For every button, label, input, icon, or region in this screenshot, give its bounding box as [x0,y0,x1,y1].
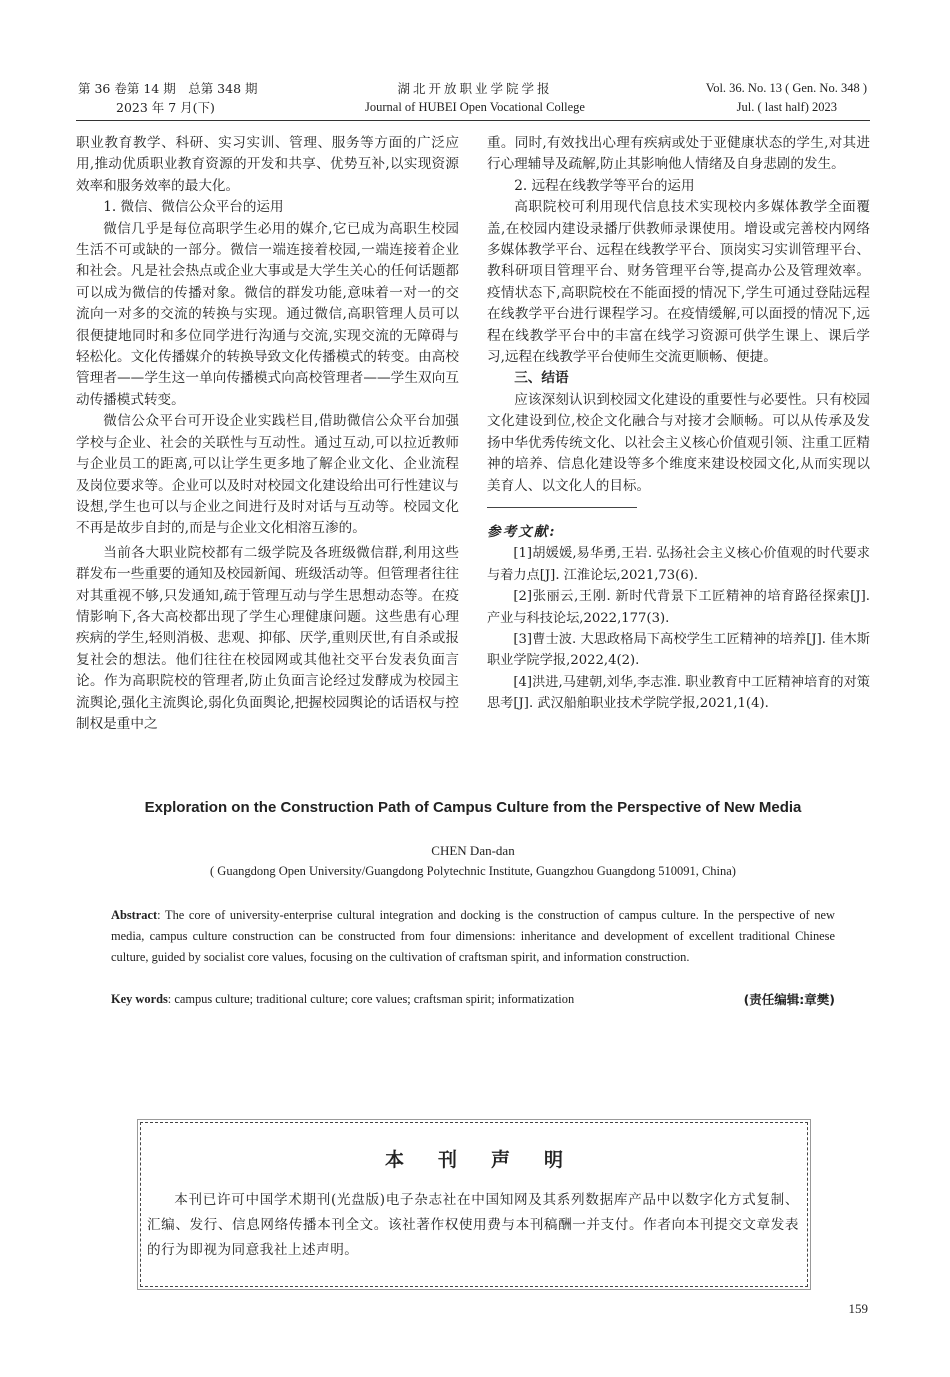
reference-item: [1]胡媛媛,易华勇,王岩. 弘扬社会主义核心价值观的时代要求与着力点[J]. 江淮论坛,2021,73(6). [487,546,870,583]
reference-item: [3]曹士波. 大思政格局下高校学生工匠精神的培养[J]. 佳木斯职业学院学报,2022,4(2). [487,631,870,669]
english-title: Exploration on the Construction Path of Campus Culture from the Perspective of New Media [144,799,802,816]
keywords-label: Key words [111,992,168,1006]
header-volume-en: Vol. 36. No. 13 ( Gen. No. 348 ) [705,81,867,95]
paragraph: 职业教育教学、科研、实习实训、管理、服务等方面的广泛应用,推动优质职业教育资源的开发和共享、优势互补,以实现资源效率和服务效率的最大化。 [76,135,459,194]
english-keywords [111,989,835,1010]
paragraph: 微信几乎是每位高职学生必用的媒介,它已成为高职生校园生活不可或缺的一部分。微信一端连接着校园,一端连接着企业和社会。凡是社会热点或企业大事或是大学生关心的任何话题都可以成为微信的传播对象。微信的群发功能,意味着一对一的交流向一对多的交流的转换与实现。通过微信,高职管理人员可以很便捷地同时和多位同学进行沟通与交流,实现交流的无障碍与轻松化。文化传播媒介的转换导致文化传播模式的转变。由高校管理者——学生这一单向传播模式向高校管理者——学生双向互动传播模式转变。 [76,220,459,408]
header-date-cn: 2023 年 7 月(下) [116,100,215,115]
subsection-heading: 2. 远程在线教学等平台的运用 [514,177,695,194]
reference-item: [4]洪进,马建朝,刘华,李志淮. 职业教育中工匠精神培育的对策思考[J]. 武汉船舶职业技术学院学报,2021,1(4). [487,674,870,712]
english-affiliation: ( Guangdong Open University/Guangdong Polytechnic Institute, Guangzhou Guangdong 510091, China) [210,864,736,878]
english-abstract [111,905,835,968]
english-author: CHEN Dan-dan [431,843,515,858]
paragraph: 当前各大职业院校都有二级学院及各班级微信群,利用这些群发布一些重要的通知及校园新闻、班级活动等。但管理者往往对其重视不够,只发通知,疏于管理互动与学生思想动态等。在疫情影响下,各大高校都出现了学生心理健康问题。这些患有心理疾病的学生,轻则消极、悲观、抑郁、厌学,重则厌世,有自杀或报复社会的想法。他们往往在校园网或其他社交平台发表负面言论。作为高职院校的管理者,防止负面言论经过发酵成为校园主流舆论,强化主流舆论,弱化负面舆论,把握校园舆论的话语权与控制权是重中之 [76,544,459,732]
paragraph: 高职院校可利用现代信息技术实现校内多媒体教学全面覆盖,在校园内建设录播厅供教师录课使用。增设或完善校内网络多媒体教学平台、远程在线教学平台、顶岗实习实训管理平台、教科研项目管理平台、财务管理平台等,提高办公及管理效率。疫情状态下,高职院校在不能面授的情况下,学生可通过登陆远程在线教学平台进行课程学习。在疫情缓解,可以面授的情况下,远程在线教学平台中的丰富在线学习资源可供学生课上、课后学习,远程在线教学平台使师生交流更顺畅、便捷。 [487,199,870,366]
references-rule [487,507,637,508]
header-left [78,79,318,117]
abstract-label: Abstract [111,908,158,922]
header-rule [76,120,870,121]
header-date-en: Jul. ( last half) 2023 [736,100,837,114]
journal-name-en: Journal of HUBEI Open Vocational College [365,100,585,114]
notice-title: 本刊声明 [384,1149,597,1171]
subsection-heading: 1. 微信、微信公众平台的运用 [103,199,284,216]
page-number: 159 [848,1301,868,1316]
paragraph: 应该深刻认识到校园文化建设的重要性与必要性。只有校园文化建设到位,校企文化融合与对接才会顺畅。可以从传承及发扬中华优秀传统文化、以社会主义核心价值观引领、注重工匠精神的培养、信息化建设等多个维度来建设校园文化,从而实现以美育人、以文化人的目标。 [487,391,870,494]
header-center [300,79,650,117]
section-heading: 三、结语 [514,370,569,387]
left-column [76,133,459,735]
journal-name-cn: 湖北开放职业学院学报 [397,81,553,96]
notice-body: 本刊已许可中国学术期刊(光盘版)电子杂志社在中国知网及其系列数据库产品中以数字化方式复制、汇编、发行、信息网络传播本刊全文。该社著作权使用费与本刊稿酬一并支付。作者向本刊提交文章发表的行为即视为同意我社上述声明。 [147,1192,799,1258]
editor-credit: (责任编辑:章樊) [743,992,835,1007]
right-column [487,133,870,715]
references-title: 参考文献: [487,523,557,540]
header-right [625,79,867,117]
paragraph: 微信公众平台可开设企业实践栏目,借助微信公众平台加强学校与企业、社会的关联性与互动性。通过互动,可以拉近教师与企业员工的距离,可以让学生更多地了解企业文化、企业流程及岗位要求等。企业可以及时对校园文化建设给出可行性建议与设想,学生也可以与企业之间进行及时对话与互动等。校园文化不再是故步自封的,而是与企业文化相溶互渗的。 [76,413,459,537]
keywords-text: : campus culture; traditional culture; core values; craftsman spirit; informatization [167,992,575,1006]
reference-item: [2]张丽云,王刚. 新时代背景下工匠精神的培育路径探索[J]. 产业与科技论坛,2022,177(3). [487,589,870,626]
abstract-text: : The core of university-enterprise cultural integration and docking is the construction of campus culture. In the perspective of new media, campus culture construction can be constructed from four dimensions: inheritance and development of excellent traditional Chinese culture, guided by socialist core values, focusing on the cultivation of craftsman spirit, and information construction. [111,908,835,964]
header-volume-issue: 第 36 卷第 14 期 总第 348 期 [78,81,258,96]
paragraph: 重。同时,有效找出心理有疾病或处于亚健康状态的学生,对其进行心理辅导及疏解,防止其影响他人情绪及自身悲剧的发生。 [487,135,870,173]
journal-notice-box [140,1122,808,1287]
